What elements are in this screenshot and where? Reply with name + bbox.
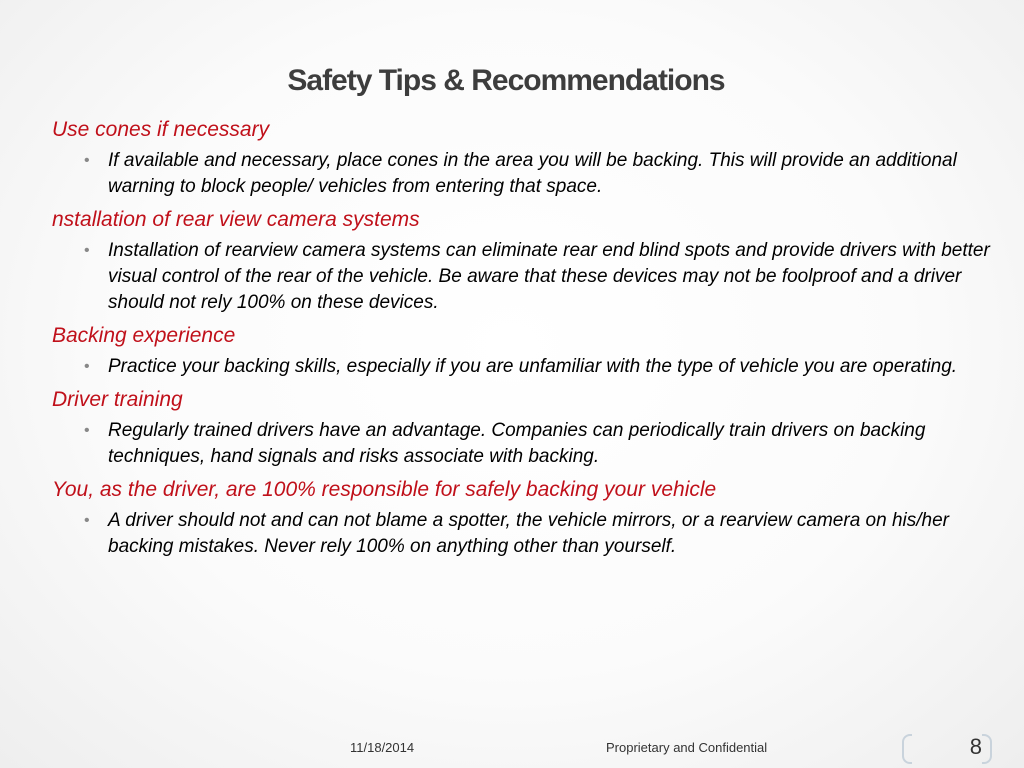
section-backing-experience bbox=[52, 322, 1002, 380]
section-heading: Driver training bbox=[52, 388, 183, 411]
bullet-text: A driver should not and can not blame a spotter, the vehicle mirrors, or a rearview camera on his/her backing mistakes. Never rely 100% on anything other than yourself. bbox=[108, 510, 949, 557]
bullet-item bbox=[52, 418, 1002, 470]
page-number-box bbox=[902, 734, 992, 768]
section-driver-responsible bbox=[52, 476, 1002, 560]
bullet-text: Installation of rearview camera systems can eliminate rear end blind spots and provide drivers with better visual control of the rear of the vehicle. Be aware that these devices may not be foolproof and a driver should not rely 100% on these devices. bbox=[108, 240, 990, 313]
section-driver-training bbox=[52, 386, 1002, 470]
section-heading: nstallation of rear view camera systems bbox=[52, 208, 420, 231]
page-number: 8 bbox=[969, 734, 982, 759]
section-heading: Backing experience bbox=[52, 324, 236, 347]
bullet-text: Regularly trained drivers have an advantage. Companies can periodically train drivers on backing techniques, hand signals and risks associate with backing. bbox=[108, 420, 926, 467]
footer-date: 11/18/2014 bbox=[350, 740, 415, 755]
left-bracket-icon bbox=[902, 734, 912, 764]
bullet-text: If available and necessary, place cones in the area you will be backing. This will provide an additional warning to block people/ vehicles from entering that space. bbox=[108, 150, 957, 197]
slide-content bbox=[52, 116, 1002, 566]
section-heading: Use cones if necessary bbox=[52, 118, 270, 141]
bullet-dot-icon: • bbox=[84, 358, 90, 375]
section-rear-camera bbox=[52, 206, 1002, 316]
bullet-text: Practice your backing skills, especially if you are unfamiliar with the type of vehicle you are operating. bbox=[108, 356, 958, 377]
bullet-item bbox=[52, 238, 1002, 316]
bullet-item bbox=[52, 148, 1002, 200]
bullet-dot-icon: • bbox=[84, 242, 90, 259]
footer-confidential: Proprietary and Confidential bbox=[606, 740, 768, 755]
bullet-item bbox=[52, 354, 1002, 380]
section-use-cones bbox=[52, 116, 1002, 200]
section-heading: You, as the driver, are 100% responsible for safely backing your vehicle bbox=[52, 478, 717, 501]
slide-title: Safety Tips & Recommendations bbox=[287, 64, 725, 97]
bullet-dot-icon: • bbox=[84, 422, 90, 439]
bullet-dot-icon: • bbox=[84, 152, 90, 169]
bullet-item bbox=[52, 508, 1002, 560]
right-bracket-icon bbox=[982, 734, 992, 764]
bullet-dot-icon: • bbox=[84, 512, 90, 529]
